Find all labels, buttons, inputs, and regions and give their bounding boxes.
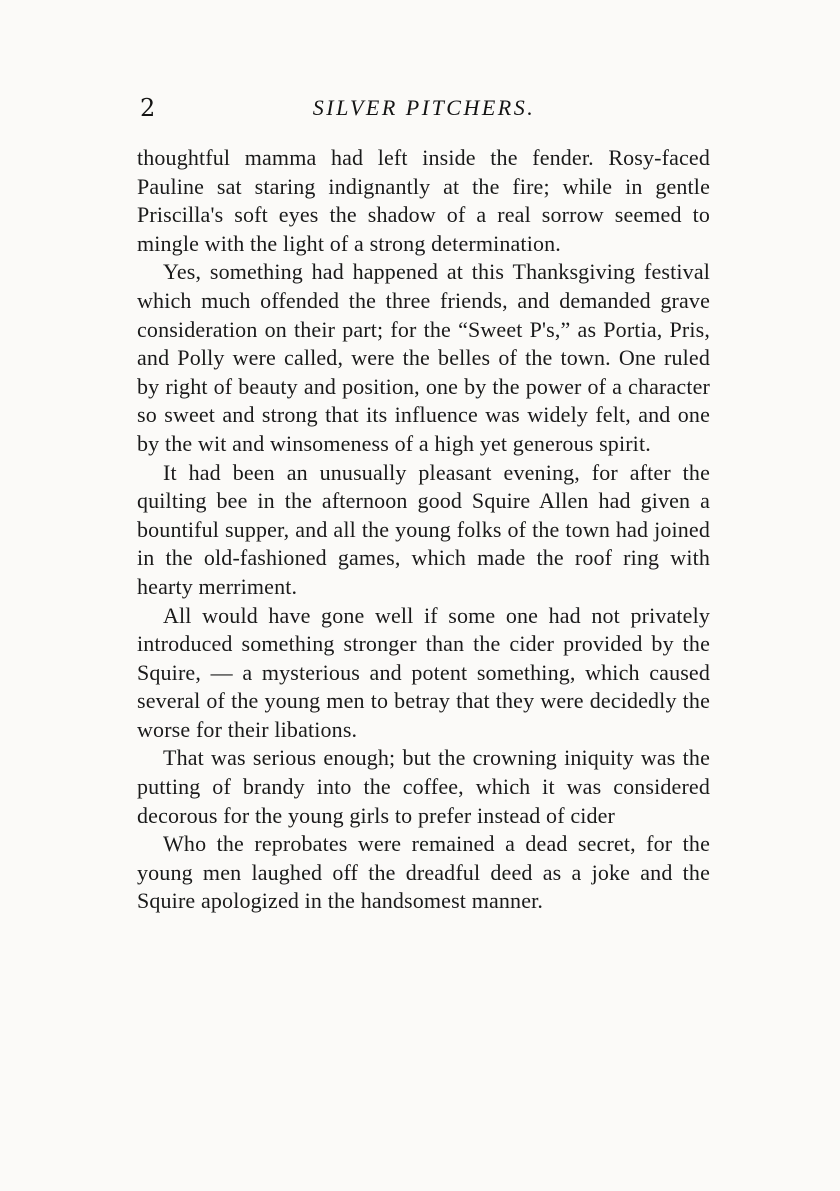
paragraph: It had been an unusually pleasant evening, for after the quilting bee in the afternoon good Squire Allen had given a bountiful supper, and all the young folks of the town had joined in the old-fashioned games, which made the roof ring with hearty merriment. <box>137 459 710 599</box>
page-number: 2 <box>140 94 156 122</box>
body-text <box>137 144 710 916</box>
running-head: SILVER PITCHERS. <box>312 95 536 120</box>
paragraph: All would have gone well if some one had not privately introduced something stronger than the cider provided by the Squire, — a mysterious and potent something, which caused several of the young men to betray that they were decidedly the worse for their libations. <box>137 602 710 742</box>
paragraph: Yes, something had happened at this Thanksgiving festival which much offended the three friends, and demanded grave consideration on their part; for the “Sweet P's,” as Portia, Pris, and Polly were called, were the belles of the town. One ruled by right of beauty and position, one by the power of a character so sweet and strong that its influence was widely felt, and one by the wit and winsomeness of a high yet generous spirit. <box>137 259 710 456</box>
page-header <box>140 92 708 124</box>
paragraph: That was serious enough; but the crowning iniquity was the putting of brandy into the coffee, which it was considered decorous for the young girls to prefer instead of cider <box>137 745 710 828</box>
paragraph: thoughtful mamma had left inside the fender. Rosy-faced Pauline sat staring indignantly at the fire; while in gentle Priscilla's soft eyes the shadow of a real sorrow seemed to mingle with the light of a strong determination. <box>137 145 710 256</box>
paragraph: Who the reprobates were remained a dead secret, for the young men laughed off the dreadful deed as a joke and the Squire apologized in the handsomest manner. <box>137 831 710 914</box>
